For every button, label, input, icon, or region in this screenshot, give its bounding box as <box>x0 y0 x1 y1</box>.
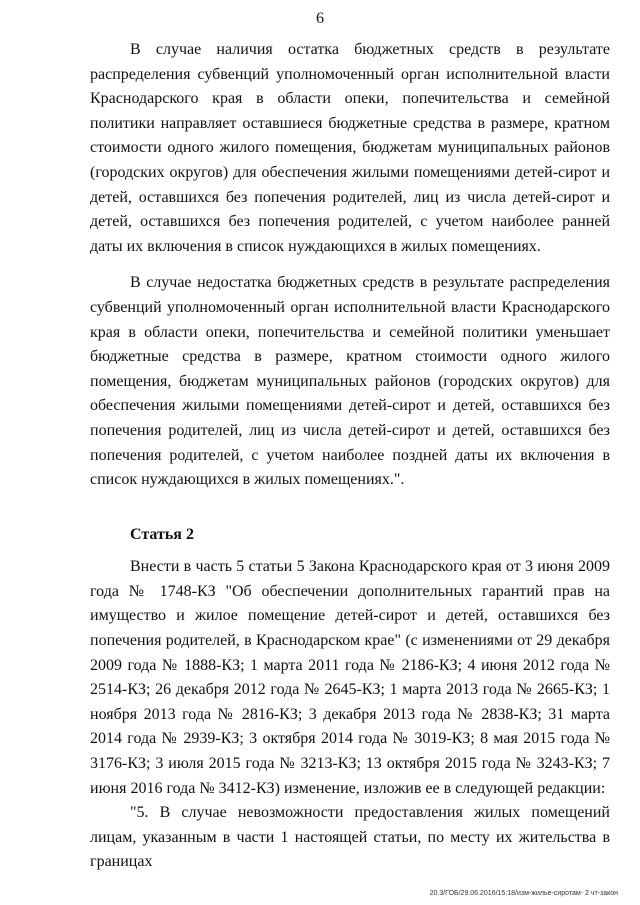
paragraph-surplus-funds: В случае наличия остатка бюджетных средств в результате распределения субвенций уполномоченный орган исполнительной власти Краснодарского края в области опеки, попечительства и семейной политики направляет оставшиеся бюджетные средства в размере, кратном стоимости одного жилого помещения, бюджетам муниципальных районов (городских округов) для обеспечения жилыми помещениями детей-сирот и детей, оставшихся без попечения родителей, лиц из числа детей-сирот и детей, оставшихся без попечения родителей, с учетом наиболее ранней даты их включения в список нуждающихся в жилых помещениях. <box>90 41 610 255</box>
page-number: 6 <box>316 10 324 27</box>
article-heading: Статья 2 <box>130 525 194 543</box>
document-body <box>90 38 610 875</box>
paragraph-new-wording: "5. В случае невозможности предоставления жилых помещений лицам, указанным в части 1 настоящей статьи, по месту их жительства в границах <box>90 804 610 871</box>
footer-file-reference: 20.3/ГОБ/29.06.2016/15:18/изм-жилье-сиротам- 2 чт-закон <box>429 890 618 897</box>
paragraph-amendment: Внести в часть 5 статьи 5 Закона Краснодарского края от 3 июня 2009 года № 1748-КЗ "Об обеспечении дополнительных гарантий прав на имущество и жилое помещение детей-сирот и детей, оставшихся без попечения родителей, в Краснодарском крае" (с изменениями от 29 декабря 2009 года № 1888-КЗ; 1 марта 2011 года № 2186-КЗ; 4 июня 2012 года № 2514-КЗ; 26 декабря 2012 года № 2645-КЗ; 1 марта 2013 года № 2665-КЗ; 1 ноября 2013 года № 2816-КЗ; 3 декабря 2013 года № 2838-КЗ; 31 марта 2014 года № 2939-КЗ; 3 октября 2014 года № 3019-КЗ; 8 мая 2015 года № 3176-КЗ; 3 июля 2015 года № 3213-КЗ; 13 октября 2015 года № 3243-КЗ; 7 июня 2016 года № 3412-КЗ) изменение, изложив ее в следующей редакции: <box>90 558 610 797</box>
paragraph-deficit-funds: В случае недостатка бюджетных средств в результате распределения субвенций уполномоченный орган исполнительной власти Краснодарского края в области опеки, попечительства и семейной политики уменьшает бюджетные средства в размере, кратном стоимости одного жилого помещения, бюджетам муниципальных районов (городских округов) для обеспечения жилыми помещениями детей-сирот и детей, оставшихся без попечения родителей, лиц из числа детей-сирот и детей, оставшихся без попечения родителей, с учетом наиболее поздней даты их включения в список нуждающихся в жилых помещениях.". <box>90 274 610 489</box>
